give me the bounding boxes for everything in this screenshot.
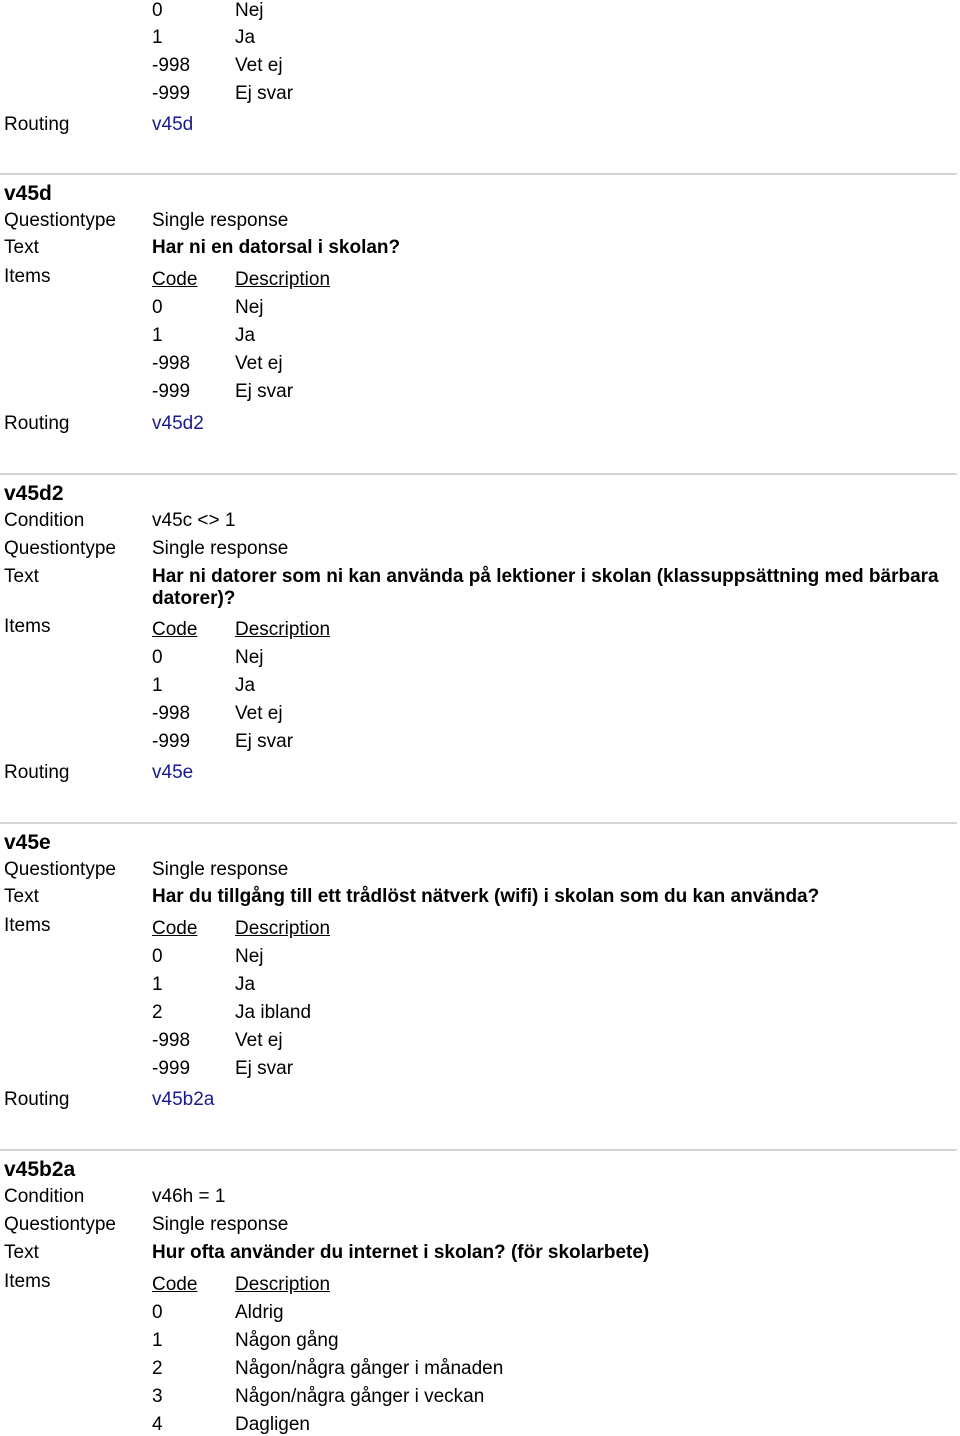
questiontype-label: Questiontype	[4, 1214, 116, 1235]
item-code: 1	[152, 974, 163, 995]
item-description: Ja	[235, 675, 256, 696]
item-code: 0	[152, 1302, 163, 1323]
item-description: Någon/några gånger i veckan	[235, 1386, 485, 1407]
item-description: Nej	[235, 297, 264, 318]
item-code: 1	[152, 325, 163, 346]
section-divider	[0, 1149, 957, 1151]
questiontype-value: Single response	[152, 859, 289, 880]
item-description: Vet ej	[235, 55, 283, 76]
routing-link[interactable]: v45d2	[152, 413, 204, 434]
item-description: Ej svar	[235, 83, 294, 104]
code-header: Code	[152, 269, 198, 290]
questiontype-label: Questiontype	[4, 538, 116, 559]
description-header: Description	[235, 1274, 331, 1295]
item-code: -998	[152, 55, 191, 76]
question-id: v45e	[4, 831, 51, 854]
condition-value: v46h = 1	[152, 1186, 226, 1207]
questiontype-value: Single response	[152, 1214, 289, 1235]
item-code: 1	[152, 675, 163, 696]
question-text: Har ni datorer som ni kan använda på lektioner i skolan (klassuppsättning med bärbara datorer)?	[152, 566, 939, 609]
description-header: Description	[235, 269, 331, 290]
items-label: Items	[4, 266, 51, 287]
questiontype-label: Questiontype	[4, 210, 116, 231]
routing-link[interactable]: v45e	[152, 762, 194, 783]
item-description: Någon gång	[235, 1330, 339, 1351]
item-description: Ja	[235, 27, 256, 48]
code-header: Code	[152, 1274, 198, 1295]
item-description: Ja ibland	[235, 1002, 312, 1023]
description-header: Description	[235, 619, 331, 640]
condition-label: Condition	[4, 510, 85, 531]
question-id: v45d2	[4, 482, 64, 505]
section-divider	[0, 822, 957, 824]
item-code: 0	[152, 946, 163, 967]
item-description: Någon/några gånger i månaden	[235, 1358, 504, 1379]
item-code: 2	[152, 1358, 163, 1379]
description-header: Description	[235, 918, 331, 939]
item-code: -999	[152, 381, 191, 402]
item-code: -998	[152, 1030, 191, 1051]
question-id: v45b2a	[4, 1158, 76, 1181]
item-description: Ej svar	[235, 1058, 294, 1079]
item-code: 4	[152, 1414, 163, 1435]
item-description: Aldrig	[235, 1302, 284, 1323]
text-label: Text	[4, 1242, 39, 1263]
routing-link[interactable]: v45d	[152, 114, 194, 135]
item-code: -998	[152, 353, 191, 374]
item-description: Dagligen	[235, 1414, 310, 1435]
item-description: Vet ej	[235, 703, 283, 724]
condition-value: v45c <> 1	[152, 510, 236, 531]
text-label: Text	[4, 566, 39, 587]
item-code: 0	[152, 647, 163, 668]
item-code: -999	[152, 1058, 191, 1079]
item-code: -999	[152, 83, 191, 104]
text-label: Text	[4, 886, 39, 907]
items-label: Items	[4, 1271, 51, 1292]
question-text: Hur ofta använder du internet i skolan? (för skolarbete)	[152, 1242, 650, 1263]
questiontype-value: Single response	[152, 210, 289, 231]
questiontype-value: Single response	[152, 538, 289, 559]
item-code: 2	[152, 1002, 163, 1023]
routing-label: Routing	[4, 413, 70, 434]
section-divider	[0, 173, 957, 175]
routing-link[interactable]: v45b2a	[152, 1089, 215, 1110]
item-code: 3	[152, 1386, 163, 1407]
item-code: -999	[152, 731, 191, 752]
item-description: Ja	[235, 974, 256, 995]
item-description: Ej svar	[235, 731, 294, 752]
item-code: 0	[152, 0, 163, 21]
item-code: 1	[152, 1330, 163, 1351]
item-code: -998	[152, 703, 191, 724]
routing-label: Routing	[4, 762, 70, 783]
questiontype-label: Questiontype	[4, 859, 116, 880]
item-description: Nej	[235, 946, 264, 967]
item-description: Vet ej	[235, 353, 283, 374]
question-text: Har ni en datorsal i skolan?	[152, 237, 401, 258]
question-text: Har du tillgång till ett trådlöst nätverk (wifi) i skolan som du kan använda?	[152, 886, 820, 907]
item-description: Nej	[235, 0, 264, 21]
item-description: Ja	[235, 325, 256, 346]
item-description: Nej	[235, 647, 264, 668]
question-id: v45d	[4, 182, 52, 205]
item-description: Ej svar	[235, 381, 294, 402]
condition-label: Condition	[4, 1186, 85, 1207]
code-header: Code	[152, 918, 198, 939]
code-header: Code	[152, 619, 198, 640]
item-description: Vet ej	[235, 1030, 283, 1051]
routing-label: Routing	[4, 114, 70, 135]
items-label: Items	[4, 915, 51, 936]
items-label: Items	[4, 616, 51, 637]
item-code: 0	[152, 297, 163, 318]
routing-label: Routing	[4, 1089, 70, 1110]
item-code: 1	[152, 27, 163, 48]
text-label: Text	[4, 237, 39, 258]
section-divider	[0, 473, 957, 475]
